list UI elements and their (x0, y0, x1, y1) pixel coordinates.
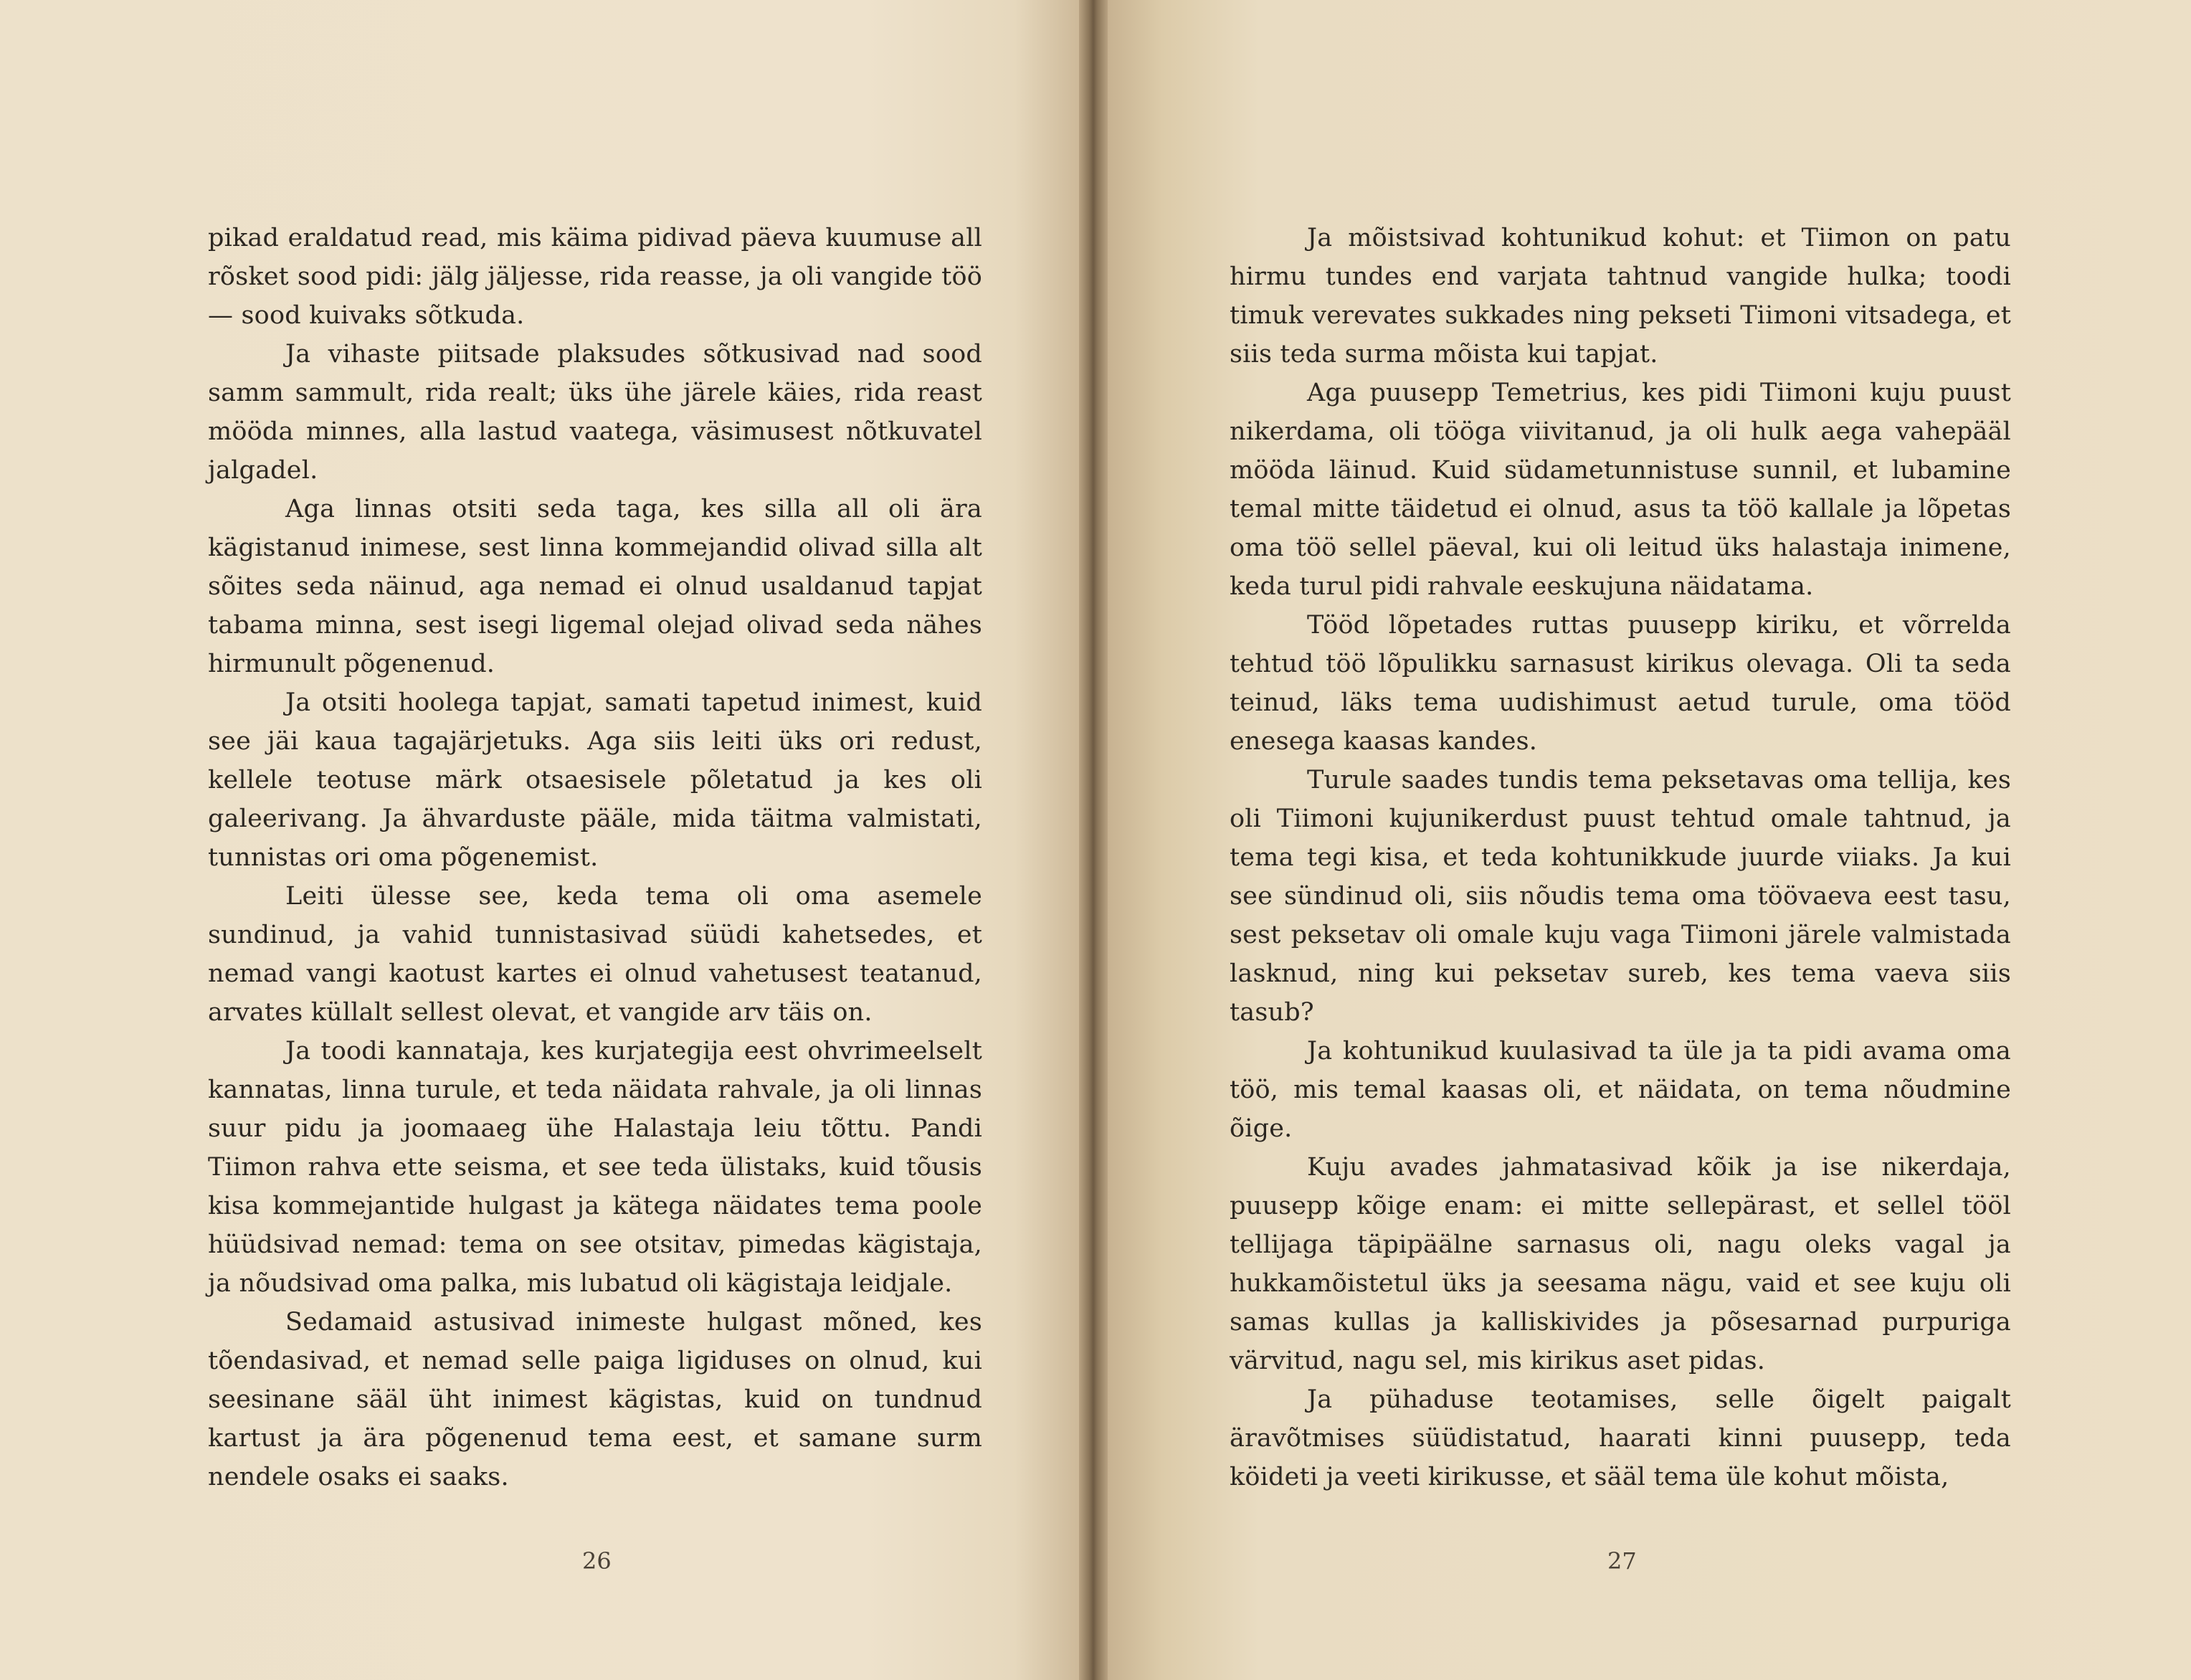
paragraph: Turule saades tundis tema peksetavas oma tellija, kes oli Tiimoni kujunikerdust puust tehtud omale tahtnud, ja tema tegi kisa, et teda kohtunikkude juurde viiaks. Ja kui see sündinud oli, siis nõudis tema oma töövaeva eest tasu, sest peksetav oli omale kuju vaga Tiimoni järele valmistada lasknud, ning kui peksetav sureb, kes tema vaeva siis tasub? (1230, 766, 2011, 1027)
paragraph: Kuju avades jahmatasivad kõik ja ise nikerdaja, puusepp kõige enam: ei mitte sellepärast, et sellel tööl tellijaga täpipäälne sarnasus oli, nagu oleks vagal ja hukkamõistetul üks ja seesama nägu, vaid et see kuju oli samas kullas ja kalliskivides ja põsesarnad purpuriga värvitud, nagu sel, mis kirikus aset pidas. (1230, 1153, 2011, 1375)
book-gutter (1079, 0, 1108, 1680)
paragraph: Ja otsiti hoolega tapjat, samati tapetud inimest, kuid see jäi kaua tagajärjetuks. Aga siis leiti üks ori redust, kellele teotuse märk otsaesisele põletatud ja kes oli galeerivang. Ja ähvarduste pääle, mida täitma valmistati, tunnistas ori oma põgenemist. (208, 688, 982, 872)
paragraph: Ja toodi kannataja, kes kurjategija eest ohvrimeelselt kannatas, linna turule, et teda näidata rahvale, ja oli linnas suur pidu ja joomaaeg ühe Halastaja leiu tõttu. Pandi Tiimon rahva ette seisma, et see teda ülistaks, kuid tõusis kisa kommejantide hulgast ja kätega näidates tema poole hüüdsivad nemad: tema on see otsitav, pimedas kägistaja, ja nõudsivad oma palka, mis lubatud oli kägistaja leidjale. (208, 1037, 982, 1298)
paragraph: pikad eraldatud read, mis käima pidivad päeva kuumuse all rõsket sood pidi: jälg jäljesse, rida reasse, ja oli vangide töö — sood kuivaks sõtkuda. (208, 224, 982, 330)
page-number-left: 26 (582, 1547, 612, 1575)
paragraph: Aga puusepp Temetrius, kes pidi Tiimoni kuju puust nikerdama, oli tööga viivitanud, ja oli hulk aega vahepääl mööda läinud. Kuid südametunnistuse sunnil, et lubamine temal mitte täidetud ei olnud, asus ta töö kallale ja lõpetas oma töö sellel päeval, kui oli leitud üks halastaja inimene, keda turul pidi rahvale eeskujuna näidatama. (1230, 379, 2011, 601)
left-page-text (208, 219, 982, 1496)
paragraph: Ja mõistsivad kohtunikud kohut: et Tiimon on patu hirmu tundes end varjata tahtnud vangide hulka; toodi timuk verevates sukkades ning pekseti Tiimoni vitsadega, et siis teda surma mõista kui tapjat. (1230, 224, 2011, 369)
paragraph: Leiti ülesse see, keda tema oli oma asemele sundinud, ja vahid tunnistasivad süüdi kahetsedes, et nemad vangi kaotust kartes ei olnud vahetusest teatanud, arvates küllalt sellest olevat, et vangide arv täis on. (208, 882, 982, 1027)
left-page (0, 0, 1079, 1680)
paragraph: Aga linnas otsiti seda taga, kes silla all oli ära kägistanud inimese, sest linna kommejandid olivad silla alt sõites seda näinud, aga nemad ei olnud usaldanud tapjat tabama minna, sest isegi ligemal olejad olivad seda nähes hirmunult põgenenud. (208, 495, 982, 678)
paragraph: Ja pühaduse teotamises, selle õigelt paigalt äravõtmises süüdistatud, haarati kinni puusepp, teda köideti ja veeti kirikusse, et sääl tema üle kohut mõista, (1230, 1385, 2011, 1491)
paragraph: Ja kohtunikud kuulasivad ta üle ja ta pidi avama oma töö, mis temal kaasas oli, et näidata, on tema nõudmine õige. (1230, 1037, 2011, 1143)
paragraph: Sedamaid astusivad inimeste hulgast mõned, kes tõendasivad, et nemad selle paiga ligiduses on olnud, kui seesinane sääl üht inimest kägistas, kuid on tundnud kartust ja ära põgenenud tema eest, et samane surm nendele osaks ei saaks. (208, 1308, 982, 1491)
page-number-right: 27 (1607, 1547, 1637, 1575)
right-page-text (1230, 219, 2011, 1496)
paragraph: Tööd lõpetades ruttas puusepp kiriku, et võrrelda tehtud töö lõpulikku sarnasust kirikus olevaga. Oli ta seda teinud, läks tema uudishimust aetud turule, oma tööd enesega kaasas kandes. (1230, 611, 2011, 756)
paragraph: Ja vihaste piitsade plaksudes sõtkusivad nad sood samm sammult, rida realt; üks ühe järele käies, rida reast mööda minnes, alla lastud vaatega, väsimusest nõtkuvatel jalgadel. (208, 340, 982, 485)
right-page (1108, 0, 2191, 1680)
